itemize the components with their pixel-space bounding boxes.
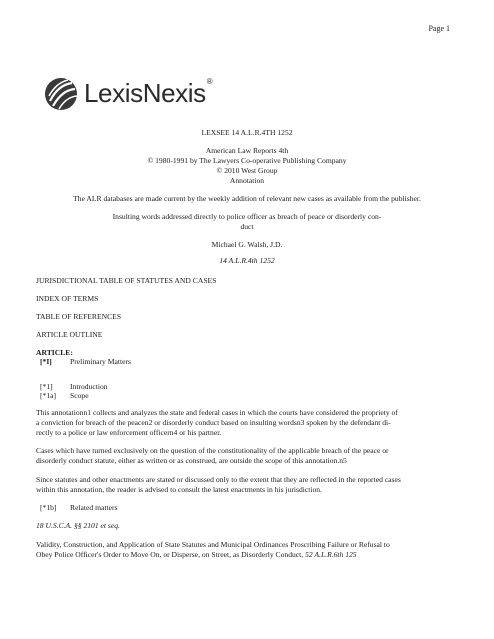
publisher-line-2: © 1980-1991 by The Lawyers Co-operative Publishing Company — [147, 156, 347, 165]
outline-item-scope[interactable] — [40, 391, 462, 401]
outline-label: Preliminary Matters — [70, 357, 131, 366]
outline-ref: [*1b] — [40, 503, 57, 512]
update-notice: The ALR databases are made current by the weekly addition of relevant new cases as available from the publisher. — [73, 194, 421, 203]
annotation-cite: 14 A.L.R.4th 1252 — [219, 256, 275, 265]
lexisnexis-logo — [44, 76, 212, 112]
annotation-title-line-2: duct — [240, 222, 254, 231]
lexsee-citation: LEXSEE 14 A.L.R.4TH 1252 — [201, 128, 293, 137]
outline-item-related-matters[interactable] — [40, 503, 462, 513]
link-jurisdictional-table[interactable]: JURISDICTIONAL TABLE OF STATUTES AND CASES — [36, 276, 217, 285]
outline-ref: [*1a] — [40, 391, 57, 400]
outline-label: Introduction — [70, 382, 108, 391]
publisher-line-4: Annotation — [229, 176, 265, 185]
body-paragraph-4: Validity, Construction, and Application of State Statutes and Municipal Ordinances Proscribing Failure or Refusal to Obey Police Officer's Order to Move On, or Disperse, on Street, as Disorderly Conduct, 52 A.L.R.6th 125 — [36, 540, 390, 559]
usc-citation[interactable]: 18 U.S.C.A. §§ 2101 et seq. — [36, 521, 120, 530]
logo-wordmark: LexisNexis® — [84, 77, 213, 109]
body-paragraph-3: Since statutes and other enactments are stated or discussed only to the extent that they are reflected in the reported cases within this annotation, the reader is advised to consult the latest enactments in his jurisdiction. — [36, 475, 401, 494]
article-heading: ARTICLE: — [36, 348, 73, 357]
outline-item-preliminary[interactable] — [40, 357, 462, 367]
outline-label: Scope — [70, 391, 89, 400]
link-index-of-terms[interactable]: INDEX OF TERMS — [36, 294, 99, 303]
publisher-line-1: American Law Reports 4th — [205, 146, 289, 155]
outline-ref: [*I] — [40, 357, 52, 366]
author: Michael G. Walsh, J.D. — [211, 240, 283, 249]
annotation-title-line-1: Insulting words addressed directly to police officer as breach of peace or disorderly con- — [112, 212, 382, 221]
body-paragraph-2: Cases which have turned exclusively on the question of the constitutionality of the applicable breach of the peace or disorderly conduct statute, either as written or as construed, are outside the scope of this annotation.n5 — [36, 446, 389, 465]
outline-label: Related matters — [70, 503, 118, 512]
lexisnexis-globe-icon — [44, 77, 78, 111]
alr-citation-link[interactable]: 52 A.L.R.6th 125 — [305, 549, 357, 559]
link-article-outline[interactable]: ARTICLE OUTLINE — [36, 330, 103, 339]
outline-ref: [*1] — [40, 382, 53, 391]
page-number: Page 1 — [428, 24, 450, 33]
publisher-line-3: © 2010 West Group — [216, 166, 278, 175]
body-paragraph-1: This annotationn1 collects and analyzes the state and federal cases in which the courts have considered the propriety of a conviction for breach of the peacen2 or disorderly conduct based on insulting wordsn3 spoken by the defendant di- rectly to a police or law enforcement officern4 or his partner. — [36, 408, 398, 437]
link-table-of-references[interactable]: TABLE OF REFERENCES — [36, 312, 122, 321]
